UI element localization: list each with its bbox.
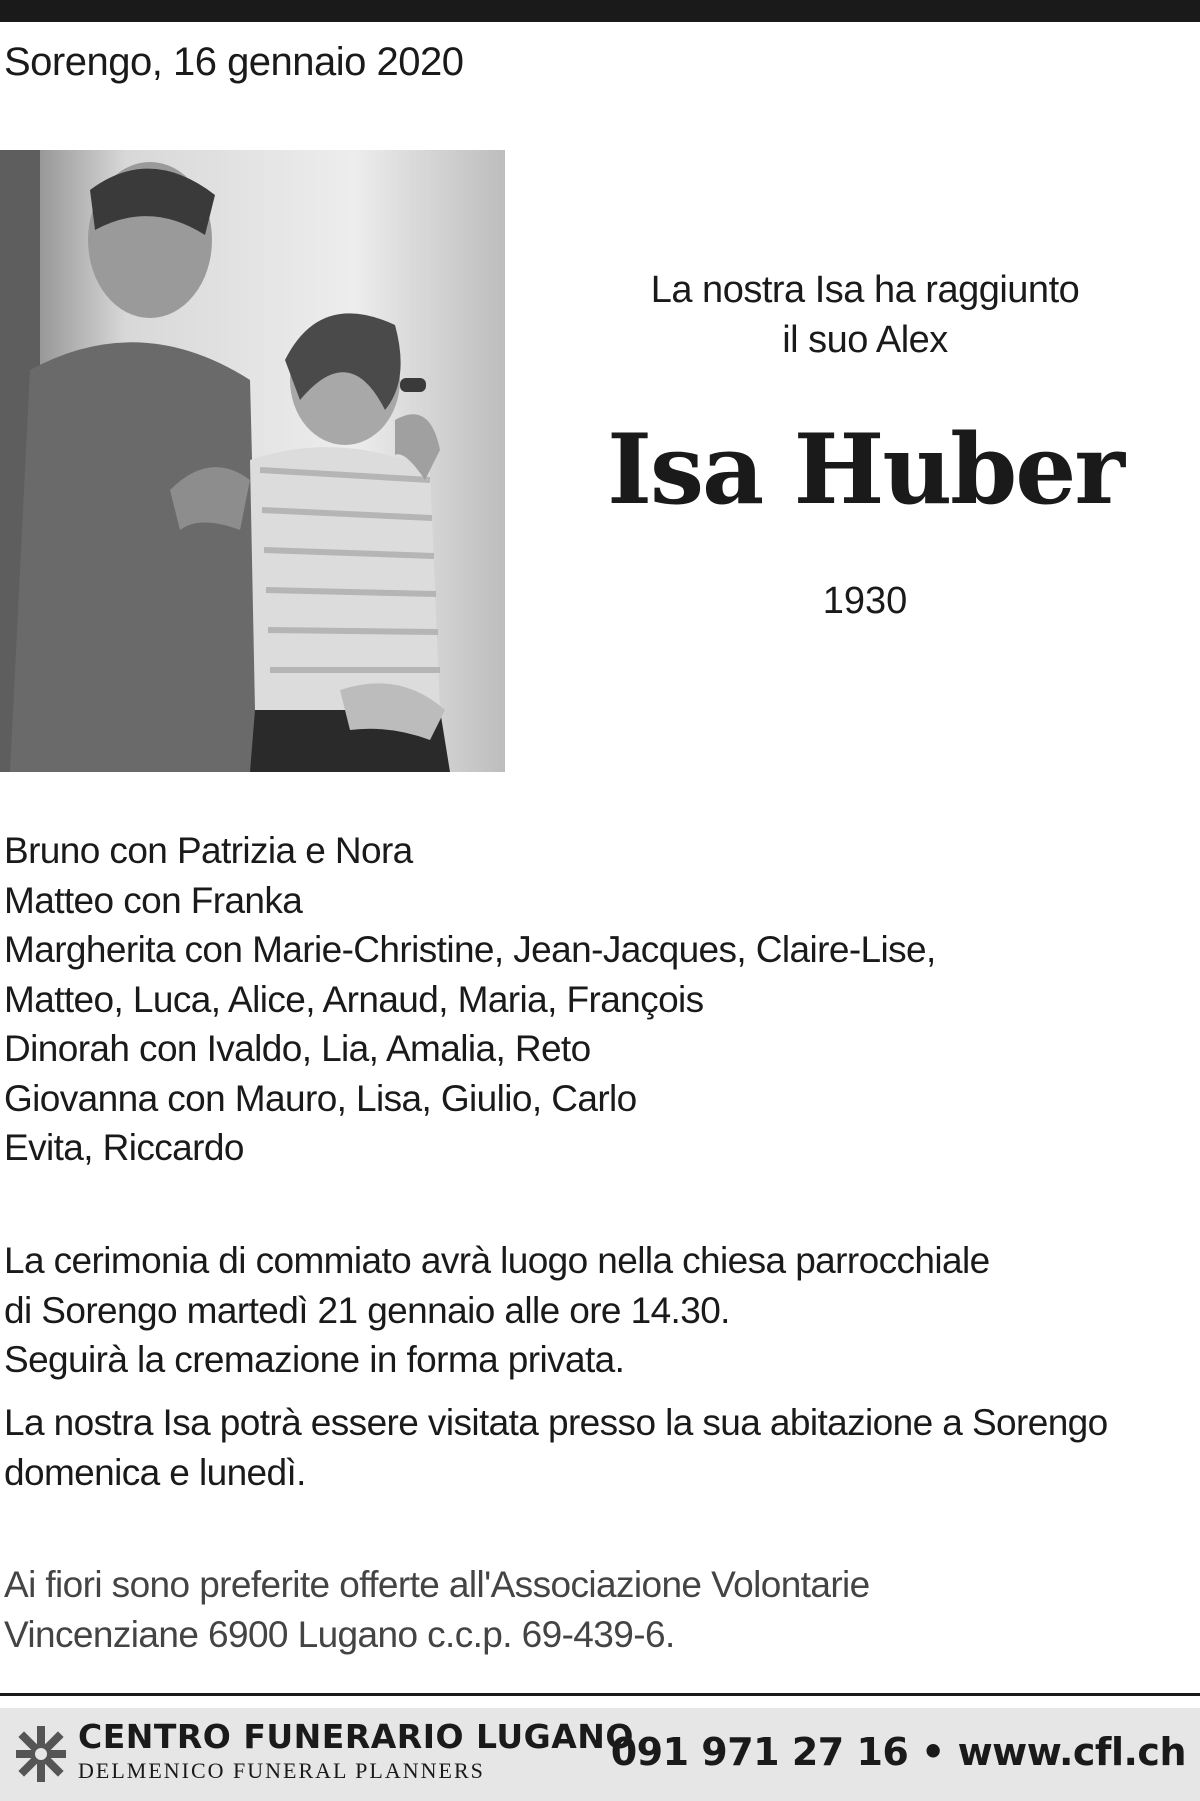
intro-line: il suo Alex bbox=[782, 319, 948, 361]
bottom-rule bbox=[0, 1693, 1200, 1696]
portrait-photo bbox=[0, 150, 505, 772]
family-list bbox=[4, 826, 936, 1173]
funeral-home-subtitle: DELMENICO FUNERAL PLANNERS bbox=[78, 1758, 485, 1783]
ceremony-info bbox=[4, 1236, 990, 1385]
cross-star-logo-icon bbox=[16, 1726, 66, 1782]
family-line: Matteo, Luca, Alice, Arnaud, Maria, François bbox=[4, 978, 704, 1020]
birth-year: 1930 bbox=[822, 580, 908, 622]
contact-info: 091 971 27 16 • www.cfl.ch bbox=[610, 1730, 1186, 1774]
top-rule bbox=[0, 0, 1200, 22]
deceased-name: Isa Huber bbox=[607, 413, 1123, 526]
family-line: Margherita con Marie-Christine, Jean-Jacques, Claire-Lise, bbox=[4, 929, 936, 970]
family-line: Matteo con Franka bbox=[4, 879, 303, 921]
funeral-home-banner bbox=[0, 1708, 1200, 1801]
donation-info bbox=[4, 1560, 870, 1659]
intro-text bbox=[590, 265, 1140, 365]
funeral-home-name: CENTRO FUNERARIO LUGANO bbox=[78, 1717, 634, 1756]
visit-line: domenica e lunedì. bbox=[4, 1451, 306, 1493]
intro-line: La nostra Isa ha raggiunto bbox=[650, 269, 1080, 311]
family-line: Giovanna con Mauro, Lisa, Giulio, Carlo bbox=[4, 1077, 637, 1119]
visit-line: La nostra Isa potrà essere visitata presso la sua abitazione a Sorengo bbox=[4, 1402, 1108, 1443]
family-line: Dinorah con Ivaldo, Lia, Amalia, Reto bbox=[4, 1028, 591, 1069]
place-date: Sorengo, 16 gennaio 2020 bbox=[4, 40, 464, 84]
donation-line: Vincenziane 6900 Lugano c.c.p. 69-439-6. bbox=[4, 1613, 675, 1655]
ceremony-line: di Sorengo martedì 21 gennaio alle ore 14.30. bbox=[4, 1289, 730, 1331]
visit-info bbox=[4, 1398, 1108, 1497]
ceremony-line: Seguirà la cremazione in forma privata. bbox=[4, 1339, 625, 1380]
ceremony-line: La cerimonia di commiato avrà luogo nella chiesa parrocchiale bbox=[4, 1240, 990, 1281]
family-line: Evita, Riccardo bbox=[4, 1127, 244, 1168]
donation-line: Ai fiori sono preferite offerte all'Associazione Volontarie bbox=[4, 1564, 870, 1605]
family-line: Bruno con Patrizia e Nora bbox=[4, 830, 413, 871]
